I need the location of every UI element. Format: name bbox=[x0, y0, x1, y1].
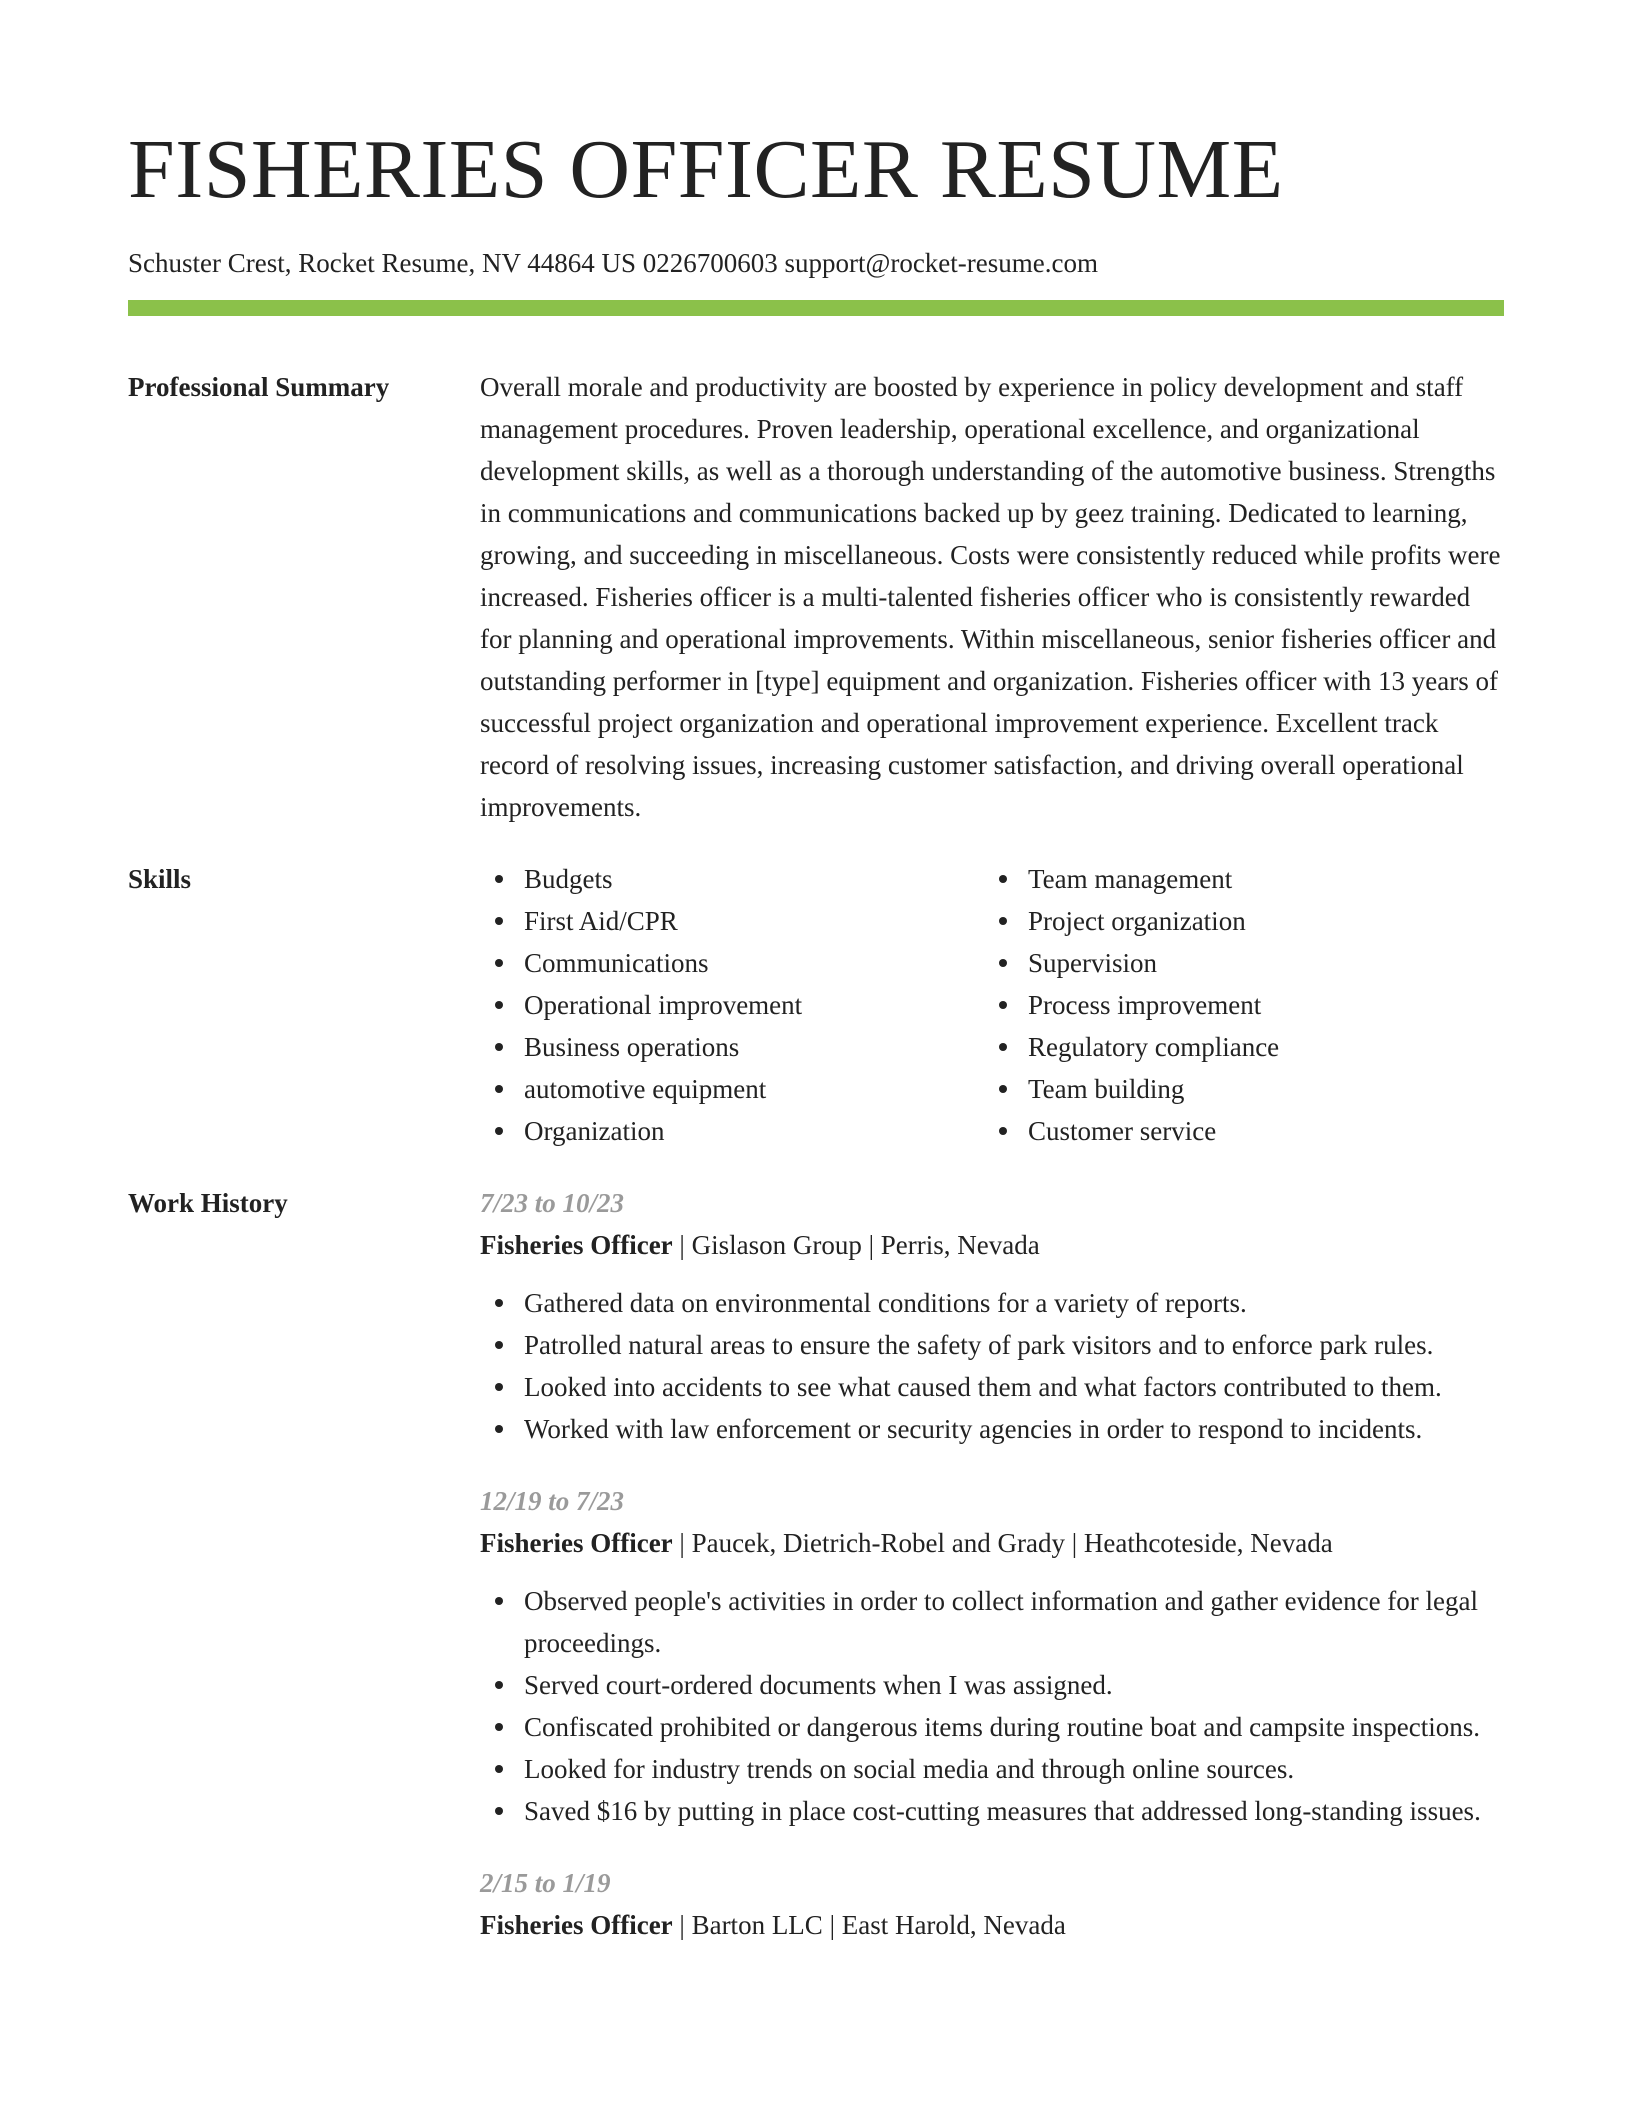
job-duty-item: Observed people's activities in order to collect information and gather evidence for legal proceedings. bbox=[480, 1580, 1504, 1664]
section-label-skills: Skills bbox=[128, 864, 192, 894]
job-duties-list bbox=[480, 1282, 1504, 1450]
job-separator: | bbox=[672, 1910, 692, 1940]
job-company: Barton LLC bbox=[691, 1910, 823, 1940]
professional-summary-section bbox=[128, 366, 1504, 828]
skill-item: Process improvement bbox=[984, 984, 1488, 1026]
skill-item: Project organization bbox=[984, 900, 1488, 942]
skill-item: Regulatory compliance bbox=[984, 1026, 1488, 1068]
skills-column-left bbox=[480, 858, 984, 1152]
skills-section bbox=[128, 858, 1504, 1152]
job-separator: | bbox=[861, 1230, 881, 1260]
skill-item: Organization bbox=[480, 1110, 984, 1152]
job-duty-item: Looked for industry trends on social media and through online sources. bbox=[480, 1748, 1504, 1790]
job-company: Gislason Group bbox=[691, 1230, 862, 1260]
skills-list-right bbox=[984, 858, 1488, 1152]
job-company: Paucek, Dietrich-Robel and Grady bbox=[691, 1528, 1065, 1558]
job-dates: 12/19 to 7/23 bbox=[480, 1486, 625, 1516]
job-duty-item: Served court-ordered documents when I was assigned. bbox=[480, 1664, 1504, 1706]
job-duty-item: Saved $16 by putting in place cost-cutting measures that addressed long-standing issues. bbox=[480, 1790, 1504, 1832]
skill-item: automotive equipment bbox=[480, 1068, 984, 1110]
skill-item: Communications bbox=[480, 942, 984, 984]
job-separator: | bbox=[1064, 1528, 1084, 1558]
job-separator: | bbox=[672, 1528, 692, 1558]
skill-item: Business operations bbox=[480, 1026, 984, 1068]
accent-divider bbox=[128, 300, 1504, 316]
jobs-list bbox=[480, 1182, 1504, 1976]
skills-columns bbox=[480, 858, 1504, 1152]
job-separator: | bbox=[822, 1910, 842, 1940]
job-separator: | bbox=[672, 1230, 692, 1260]
job-duty-item: Worked with law enforcement or security agencies in order to respond to incidents. bbox=[480, 1408, 1504, 1450]
section-label-work: Work History bbox=[128, 1188, 288, 1218]
job-title: Fisheries Officer bbox=[480, 1910, 673, 1940]
skill-item: Supervision bbox=[984, 942, 1488, 984]
skill-item: Team management bbox=[984, 858, 1488, 900]
job-location: Heathcoteside, Nevada bbox=[1083, 1528, 1333, 1558]
job-entry bbox=[480, 1480, 1504, 1832]
skill-item: First Aid/CPR bbox=[480, 900, 984, 942]
job-dates: 2/15 to 1/19 bbox=[480, 1868, 611, 1898]
job-heading-line bbox=[480, 1904, 1504, 1946]
summary-text: Overall morale and productivity are boosted by experience in policy development and staff management procedures. Proven leadership, operational excellence, and organizational development skills, as well as a thorough understanding of the automotive business. Strengths in communications and communications backed up by geez training. Dedicated to learning, growing, and succeeding in miscellaneous. Costs were consistently reduced while profits were increased. Fisheries officer is a multi-talented fisheries officer who is consistently rewarded for planning and operational improvements. Within miscellaneous, senior fisheries officer and outstanding performer in [type] equipment and organization. Fisheries officer with 13 years of successful project organization and operational improvement experience. Excellent track record of resolving issues, increasing customer satisfaction, and driving overall operational improvements. bbox=[480, 372, 1501, 822]
skill-item: Operational improvement bbox=[480, 984, 984, 1026]
job-title: Fisheries Officer bbox=[480, 1528, 673, 1558]
skill-item: Budgets bbox=[480, 858, 984, 900]
job-title: Fisheries Officer bbox=[480, 1230, 673, 1260]
job-dates: 7/23 to 10/23 bbox=[480, 1188, 625, 1218]
job-heading-line bbox=[480, 1522, 1504, 1564]
resume-page bbox=[128, 120, 1504, 1976]
skills-list-left bbox=[480, 858, 984, 1152]
skill-item: Team building bbox=[984, 1068, 1488, 1110]
job-duty-item: Gathered data on environmental conditions for a variety of reports. bbox=[480, 1282, 1504, 1324]
resume-title: FISHERIES OFFICER RESUME bbox=[128, 123, 1284, 216]
job-duty-item: Confiscated prohibited or dangerous items during routine boat and campsite inspections. bbox=[480, 1706, 1504, 1748]
section-label-summary: Professional Summary bbox=[128, 372, 390, 402]
job-entry bbox=[480, 1862, 1504, 1946]
job-duty-item: Patrolled natural areas to ensure the safety of park visitors and to enforce park rules. bbox=[480, 1324, 1504, 1366]
job-heading-line bbox=[480, 1224, 1504, 1266]
work-history-section bbox=[128, 1182, 1504, 1976]
job-duty-item: Looked into accidents to see what caused them and what factors contributed to them. bbox=[480, 1366, 1504, 1408]
job-location: East Harold, Nevada bbox=[841, 1910, 1066, 1940]
job-entry bbox=[480, 1182, 1504, 1450]
skill-item: Customer service bbox=[984, 1110, 1488, 1152]
job-duties-list bbox=[480, 1580, 1504, 1832]
contact-line: Schuster Crest, Rocket Resume, NV 44864 US 0226700603 support@rocket-resume.com bbox=[128, 248, 1098, 278]
skills-column-right bbox=[984, 858, 1488, 1152]
job-location: Perris, Nevada bbox=[880, 1230, 1040, 1260]
